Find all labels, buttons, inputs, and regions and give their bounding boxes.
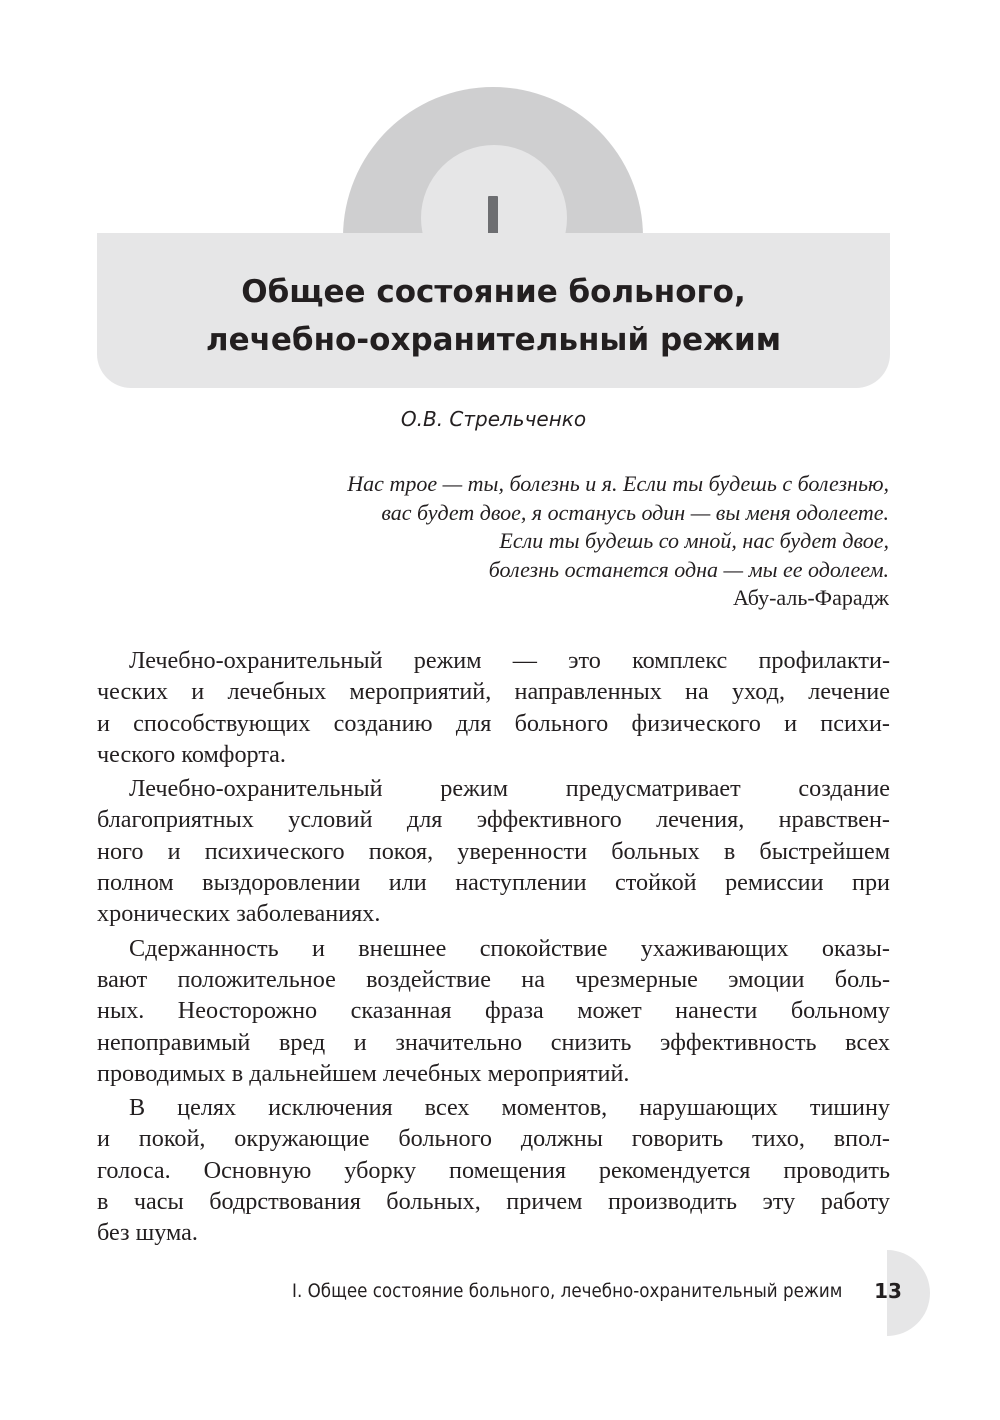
body-line: ных. Неосторожно сказанная фраза может нанести больному <box>97 997 890 1025</box>
body-paragraph-3 <box>97 933 890 1089</box>
chapter-title-line-2: лечебно-охранительный режим <box>205 322 782 358</box>
body-line: в часы бодрствования больных, причем производить эту работу <box>97 1188 890 1216</box>
chapter-title <box>97 268 890 364</box>
body-line: вают положительное воздействие на чрезмерные эмоции боль- <box>97 965 890 993</box>
body-line: непоправимый вред и значительно снизить эффективность всех <box>97 1028 890 1056</box>
body-text <box>97 645 890 1252</box>
body-line: ного и психического покоя, уверенности больных в быстрейшем <box>97 837 890 865</box>
epigraph-line-3: Если ты будешь со мной, нас будет двое, <box>499 528 889 553</box>
body-line: проводимых в дальнейшем лечебных мероприятий. <box>97 1059 630 1087</box>
body-paragraph-2 <box>97 773 890 929</box>
body-line: Лечебно-охранительный режим предусматривает создание <box>129 775 890 803</box>
chapter-author: О.В. Стрельченко <box>400 407 587 431</box>
epigraph-line-4: болезнь останется одна — мы ее одолеем. <box>488 556 889 582</box>
body-line: голоса. Основную уборку помещения рекомендуется проводить <box>97 1156 890 1184</box>
body-line: и покой, окружающие больного должны говорить тихо, впол- <box>97 1125 890 1153</box>
epigraph-line-2: вас будет двое, я останусь один — вы меня одолеете. <box>381 499 889 525</box>
body-line: ческих и лечебных мероприятий, направленных на уход, лечение <box>97 678 890 706</box>
body-line: благоприятных условий для эффективного лечения, нравствен- <box>97 806 890 834</box>
epigraph-attribution: Абу-аль-Фарадж <box>732 585 889 610</box>
epigraph-line-1: Нас трое — ты, болезнь и я. Если ты будешь с болезнью, <box>347 471 889 496</box>
epigraph <box>189 470 889 613</box>
body-line: Сдержанность и внешнее спокойствие ухаживающих оказы- <box>129 934 890 962</box>
body-line: В целях исключения всех моментов, нарушающих тишину <box>129 1094 890 1122</box>
body-line: и способствующих созданию для больного физического и психи- <box>97 709 890 737</box>
body-paragraph-1 <box>97 645 890 770</box>
page-number: 13 <box>874 1279 902 1303</box>
chapter-title-line-1: Общее состояние больного, <box>241 274 746 310</box>
body-line: полном выздоровлении или наступлении стойкой ремиссии при <box>97 869 890 897</box>
body-paragraph-4 <box>97 1092 890 1248</box>
body-line: Лечебно-охранительный режим — это комплекс профилакти- <box>129 647 890 674</box>
running-head: I. Общее состояние больного, лечебно-охранительный режим <box>291 1280 842 1302</box>
body-line: без шума. <box>97 1219 198 1247</box>
body-line: ческого комфорта. <box>97 740 286 768</box>
body-line: хронических заболеваниях. <box>97 900 381 928</box>
